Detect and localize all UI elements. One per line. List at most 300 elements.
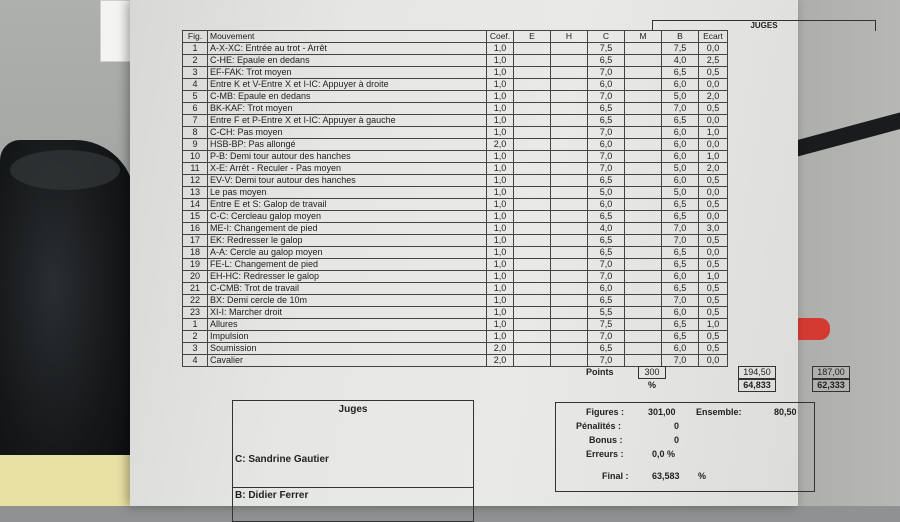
final-value: 63,583 bbox=[652, 471, 680, 481]
row-judge-e bbox=[514, 235, 551, 247]
row-judge-h bbox=[551, 163, 588, 175]
floor bbox=[0, 455, 130, 506]
row-judge-m bbox=[625, 55, 662, 67]
row-fig: 19 bbox=[183, 259, 208, 271]
row-judge-h bbox=[551, 199, 588, 211]
row-ecart: 0,5 bbox=[699, 283, 728, 295]
row-coef: 1,0 bbox=[487, 307, 514, 319]
row-mouvement: Entre K et V-Entre X et I-IC: Appuyer à droite bbox=[208, 79, 487, 91]
row-judge-h bbox=[551, 139, 588, 151]
row-judge-e bbox=[514, 355, 551, 367]
score-rows bbox=[183, 43, 728, 367]
row-judge-b: 6,0 bbox=[662, 139, 699, 151]
row-ecart: 0,5 bbox=[699, 331, 728, 343]
row-judge-b: 7,0 bbox=[662, 223, 699, 235]
bonus-value: 0 bbox=[674, 435, 680, 445]
row-judge-h bbox=[551, 127, 588, 139]
row-judge-h bbox=[551, 151, 588, 163]
row-ecart: 2,0 bbox=[699, 163, 728, 175]
c-percent: 64,833 bbox=[738, 379, 776, 392]
row-coef: 1,0 bbox=[487, 331, 514, 343]
row-judge-e bbox=[514, 343, 551, 355]
row-fig: 2 bbox=[183, 55, 208, 67]
row-judge-b: 7,0 bbox=[662, 355, 699, 367]
row-mouvement: Le pas moyen bbox=[208, 187, 487, 199]
row-mouvement: A-A: Cercle au galop moyen bbox=[208, 247, 487, 259]
table-row bbox=[183, 355, 728, 367]
row-judge-e bbox=[514, 151, 551, 163]
row-coef: 2,0 bbox=[487, 139, 514, 151]
row-judge-m bbox=[625, 103, 662, 115]
row-judge-c: 7,0 bbox=[588, 271, 625, 283]
judge-c-name: C: Sandrine Gautier bbox=[235, 454, 329, 465]
table-row bbox=[183, 331, 728, 343]
row-judge-e bbox=[514, 67, 551, 79]
row-fig: 8 bbox=[183, 127, 208, 139]
row-judge-c: 5,0 bbox=[588, 187, 625, 199]
row-judge-c: 5,5 bbox=[588, 307, 625, 319]
row-fig: 13 bbox=[183, 187, 208, 199]
table-row bbox=[183, 199, 728, 211]
col-judge-c: C bbox=[588, 31, 625, 43]
row-judge-b: 7,0 bbox=[662, 103, 699, 115]
table-row bbox=[183, 175, 728, 187]
row-judge-c: 7,0 bbox=[588, 163, 625, 175]
percent-label: % bbox=[648, 380, 657, 390]
row-judge-e bbox=[514, 163, 551, 175]
row-ecart: 1,0 bbox=[699, 319, 728, 331]
table-row bbox=[183, 223, 728, 235]
row-judge-m bbox=[625, 283, 662, 295]
row-ecart: 0,0 bbox=[699, 187, 728, 199]
score-sheet bbox=[130, 0, 845, 506]
row-judge-c: 6,0 bbox=[588, 79, 625, 91]
row-fig: 7 bbox=[183, 115, 208, 127]
col-judge-b: B bbox=[662, 31, 699, 43]
row-judge-b: 6,5 bbox=[662, 283, 699, 295]
row-ecart: 0,5 bbox=[699, 295, 728, 307]
row-coef: 1,0 bbox=[487, 115, 514, 127]
row-judge-c: 7,5 bbox=[588, 43, 625, 55]
row-ecart: 0,0 bbox=[699, 79, 728, 91]
col-judge-m: M bbox=[625, 31, 662, 43]
row-judge-m bbox=[625, 139, 662, 151]
row-judge-m bbox=[625, 163, 662, 175]
row-judge-c: 7,0 bbox=[588, 151, 625, 163]
table-row bbox=[183, 43, 728, 55]
row-ecart: 0,5 bbox=[699, 259, 728, 271]
row-ecart: 0,0 bbox=[699, 139, 728, 151]
row-mouvement: Impulsion bbox=[208, 331, 487, 343]
row-judge-c: 6,5 bbox=[588, 235, 625, 247]
row-judge-h bbox=[551, 175, 588, 187]
col-fig: Fig. bbox=[183, 31, 208, 43]
row-fig: 4 bbox=[183, 355, 208, 367]
row-judge-h bbox=[551, 283, 588, 295]
table-row bbox=[183, 139, 728, 151]
row-judge-m bbox=[625, 295, 662, 307]
row-fig: 5 bbox=[183, 91, 208, 103]
table-row bbox=[183, 163, 728, 175]
row-judge-c: 7,5 bbox=[588, 319, 625, 331]
row-fig: 15 bbox=[183, 211, 208, 223]
row-judge-m bbox=[625, 187, 662, 199]
row-judge-m bbox=[625, 127, 662, 139]
row-ecart: 3,0 bbox=[699, 223, 728, 235]
row-mouvement: EK: Redresser le galop bbox=[208, 235, 487, 247]
row-judge-h bbox=[551, 43, 588, 55]
row-fig: 21 bbox=[183, 283, 208, 295]
row-judge-b: 6,0 bbox=[662, 307, 699, 319]
col-coef: Coef. bbox=[487, 31, 514, 43]
row-mouvement: Entre F et P-Entre X et I-IC: Appuyer à gauche bbox=[208, 115, 487, 127]
row-judge-h bbox=[551, 295, 588, 307]
row-judge-b: 7,5 bbox=[662, 43, 699, 55]
row-coef: 1,0 bbox=[487, 319, 514, 331]
row-judge-c: 6,5 bbox=[588, 175, 625, 187]
row-ecart: 0,5 bbox=[699, 199, 728, 211]
table-row bbox=[183, 67, 728, 79]
row-coef: 1,0 bbox=[487, 43, 514, 55]
row-judge-h bbox=[551, 55, 588, 67]
b-percent: 62,333 bbox=[812, 379, 850, 392]
col-ecart: Ecart bbox=[699, 31, 728, 43]
table-row bbox=[183, 211, 728, 223]
row-ecart: 0,5 bbox=[699, 343, 728, 355]
row-coef: 1,0 bbox=[487, 175, 514, 187]
row-mouvement: BX: Demi cercle de 10m bbox=[208, 295, 487, 307]
row-judge-e bbox=[514, 259, 551, 271]
row-judge-e bbox=[514, 79, 551, 91]
table-row bbox=[183, 187, 728, 199]
row-judge-c: 7,0 bbox=[588, 259, 625, 271]
row-fig: 9 bbox=[183, 139, 208, 151]
row-coef: 1,0 bbox=[487, 55, 514, 67]
row-fig: 12 bbox=[183, 175, 208, 187]
row-judge-m bbox=[625, 211, 662, 223]
row-judge-c: 6,5 bbox=[588, 103, 625, 115]
b-points-total: 187,00 bbox=[812, 366, 850, 379]
row-judge-m bbox=[625, 247, 662, 259]
row-ecart: 0,0 bbox=[699, 211, 728, 223]
row-coef: 1,0 bbox=[487, 127, 514, 139]
table-row bbox=[183, 115, 728, 127]
row-judge-e bbox=[514, 211, 551, 223]
row-judge-m bbox=[625, 331, 662, 343]
row-mouvement: X-E: Arrêt - Reculer - Pas moyen bbox=[208, 163, 487, 175]
row-fig: 16 bbox=[183, 223, 208, 235]
row-judge-c: 6,0 bbox=[588, 199, 625, 211]
row-judge-m bbox=[625, 91, 662, 103]
row-mouvement: EH-HC: Redresser le galop bbox=[208, 271, 487, 283]
trash-bag bbox=[0, 140, 135, 506]
row-ecart: 0,5 bbox=[699, 103, 728, 115]
row-coef: 1,0 bbox=[487, 199, 514, 211]
row-judge-m bbox=[625, 355, 662, 367]
c-points-total: 194,50 bbox=[738, 366, 776, 379]
row-judge-e bbox=[514, 55, 551, 67]
row-judge-e bbox=[514, 319, 551, 331]
row-ecart: 0,0 bbox=[699, 355, 728, 367]
row-judge-m bbox=[625, 259, 662, 271]
row-judge-h bbox=[551, 187, 588, 199]
col-judge-h: H bbox=[551, 31, 588, 43]
row-mouvement: C-HE: Epaule en dedans bbox=[208, 55, 487, 67]
row-fig: 18 bbox=[183, 247, 208, 259]
row-fig: 2 bbox=[183, 331, 208, 343]
row-coef: 1,0 bbox=[487, 103, 514, 115]
row-judge-h bbox=[551, 223, 588, 235]
row-ecart: 0,0 bbox=[699, 43, 728, 55]
row-coef: 1,0 bbox=[487, 163, 514, 175]
row-judge-b: 6,0 bbox=[662, 271, 699, 283]
row-judge-e bbox=[514, 199, 551, 211]
row-judge-m bbox=[625, 79, 662, 91]
row-judge-b: 7,0 bbox=[662, 235, 699, 247]
row-judge-b: 6,0 bbox=[662, 127, 699, 139]
table-row bbox=[183, 319, 728, 331]
row-judge-c: 7,0 bbox=[588, 127, 625, 139]
row-judge-h bbox=[551, 79, 588, 91]
row-judge-b: 5,0 bbox=[662, 91, 699, 103]
table-row bbox=[183, 295, 728, 307]
row-judge-e bbox=[514, 247, 551, 259]
row-mouvement: ME-I: Changement de pied bbox=[208, 223, 487, 235]
row-judge-m bbox=[625, 223, 662, 235]
row-mouvement: A-X-XC: Entrée au trot - Arrêt bbox=[208, 43, 487, 55]
row-mouvement: BK-KAF: Trot moyen bbox=[208, 103, 487, 115]
row-judge-m bbox=[625, 271, 662, 283]
row-fig: 17 bbox=[183, 235, 208, 247]
row-fig: 11 bbox=[183, 163, 208, 175]
row-fig: 6 bbox=[183, 103, 208, 115]
table-header-row bbox=[183, 31, 728, 43]
row-ecart: 0,5 bbox=[699, 235, 728, 247]
row-judge-e bbox=[514, 271, 551, 283]
row-judge-h bbox=[551, 115, 588, 127]
row-fig: 1 bbox=[183, 319, 208, 331]
row-coef: 2,0 bbox=[487, 355, 514, 367]
row-judge-m bbox=[625, 319, 662, 331]
row-fig: 4 bbox=[183, 79, 208, 91]
figures-label: Figures : bbox=[586, 407, 625, 417]
col-mouvement: Mouvement bbox=[208, 31, 487, 43]
judges-box-title: Juges bbox=[338, 404, 368, 415]
row-judge-b: 7,0 bbox=[662, 295, 699, 307]
row-mouvement: XI-I: Marcher droit bbox=[208, 307, 487, 319]
ensemble-value: 80,50 bbox=[774, 407, 797, 417]
row-fig: 14 bbox=[183, 199, 208, 211]
table-row bbox=[183, 55, 728, 67]
row-coef: 1,0 bbox=[487, 91, 514, 103]
row-coef: 1,0 bbox=[487, 223, 514, 235]
row-judge-h bbox=[551, 247, 588, 259]
row-judge-h bbox=[551, 271, 588, 283]
row-judge-m bbox=[625, 67, 662, 79]
penalites-value: 0 bbox=[674, 421, 680, 431]
row-judge-h bbox=[551, 67, 588, 79]
row-judge-e bbox=[514, 223, 551, 235]
row-mouvement: Entre E et S: Galop de travail bbox=[208, 199, 487, 211]
row-judge-b: 6,5 bbox=[662, 259, 699, 271]
row-judge-e bbox=[514, 187, 551, 199]
coef-total: 300 bbox=[638, 366, 666, 379]
row-ecart: 1,0 bbox=[699, 127, 728, 139]
row-fig: 10 bbox=[183, 151, 208, 163]
judge-b-name: B: Didier Ferrer bbox=[233, 487, 473, 501]
row-coef: 1,0 bbox=[487, 67, 514, 79]
table-row bbox=[183, 343, 728, 355]
row-mouvement: C-C: Cercleau galop moyen bbox=[208, 211, 487, 223]
row-ecart: 2,5 bbox=[699, 55, 728, 67]
table-row bbox=[183, 271, 728, 283]
results-box bbox=[555, 402, 815, 492]
row-judge-m bbox=[625, 343, 662, 355]
row-ecart: 0,5 bbox=[699, 175, 728, 187]
row-judge-h bbox=[551, 211, 588, 223]
table-row bbox=[183, 247, 728, 259]
erreurs-label: Erreurs : bbox=[586, 449, 624, 459]
table-row bbox=[183, 91, 728, 103]
judges-box bbox=[232, 400, 474, 522]
final-unit: % bbox=[698, 471, 707, 481]
row-judge-h bbox=[551, 307, 588, 319]
row-judge-c: 6,5 bbox=[588, 343, 625, 355]
row-judge-b: 6,5 bbox=[662, 331, 699, 343]
row-fig: 23 bbox=[183, 307, 208, 319]
row-ecart: 0,5 bbox=[699, 67, 728, 79]
row-judge-e bbox=[514, 331, 551, 343]
row-judge-h bbox=[551, 235, 588, 247]
row-judge-e bbox=[514, 283, 551, 295]
table-row bbox=[183, 235, 728, 247]
row-judge-e bbox=[514, 115, 551, 127]
final-label: Final : bbox=[602, 471, 629, 481]
table-row bbox=[183, 283, 728, 295]
row-judge-e bbox=[514, 127, 551, 139]
row-mouvement: C-CMB: Trot de travail bbox=[208, 283, 487, 295]
table-row bbox=[183, 103, 728, 115]
trash-bag-rim bbox=[10, 150, 120, 190]
row-judge-m bbox=[625, 151, 662, 163]
row-mouvement: HSB-BP: Pas allongé bbox=[208, 139, 487, 151]
row-coef: 1,0 bbox=[487, 271, 514, 283]
row-judge-e bbox=[514, 139, 551, 151]
row-judge-b: 6,5 bbox=[662, 115, 699, 127]
row-judge-b: 6,5 bbox=[662, 67, 699, 79]
row-judge-c: 6,5 bbox=[588, 55, 625, 67]
row-judge-c: 6,5 bbox=[588, 115, 625, 127]
row-mouvement: EF-FAK: Trot moyen bbox=[208, 67, 487, 79]
row-judge-h bbox=[551, 331, 588, 343]
row-judge-m bbox=[625, 199, 662, 211]
ensemble-label: Ensemble: bbox=[696, 407, 742, 417]
row-judge-e bbox=[514, 175, 551, 187]
row-mouvement: Allures bbox=[208, 319, 487, 331]
row-judge-c: 6,5 bbox=[588, 211, 625, 223]
row-fig: 20 bbox=[183, 271, 208, 283]
table-row bbox=[183, 307, 728, 319]
penalites-label: Pénalités : bbox=[576, 421, 622, 431]
bonus-label: Bonus : bbox=[589, 435, 623, 445]
row-coef: 1,0 bbox=[487, 283, 514, 295]
row-judge-b: 6,0 bbox=[662, 151, 699, 163]
row-mouvement: EV-V: Demi tour autour des hanches bbox=[208, 175, 487, 187]
table-row bbox=[183, 151, 728, 163]
row-judge-e bbox=[514, 43, 551, 55]
row-judge-c: 6,5 bbox=[588, 295, 625, 307]
row-judge-b: 6,5 bbox=[662, 247, 699, 259]
row-ecart: 0,5 bbox=[699, 307, 728, 319]
row-judge-h bbox=[551, 259, 588, 271]
row-judge-h bbox=[551, 103, 588, 115]
row-mouvement: Cavalier bbox=[208, 355, 487, 367]
row-judge-c: 7,0 bbox=[588, 91, 625, 103]
row-judge-m bbox=[625, 307, 662, 319]
row-judge-m bbox=[625, 175, 662, 187]
judges-header: JUGES bbox=[652, 20, 876, 31]
row-judge-c: 7,0 bbox=[588, 331, 625, 343]
row-judge-e bbox=[514, 295, 551, 307]
row-mouvement: P-B: Demi tour autour des hanches bbox=[208, 151, 487, 163]
row-judge-b: 6,5 bbox=[662, 199, 699, 211]
row-mouvement: Soumission bbox=[208, 343, 487, 355]
row-coef: 1,0 bbox=[487, 295, 514, 307]
row-mouvement: C-MB: Epaule en dedans bbox=[208, 91, 487, 103]
row-coef: 1,0 bbox=[487, 247, 514, 259]
row-judge-e bbox=[514, 307, 551, 319]
row-judge-h bbox=[551, 355, 588, 367]
row-coef: 2,0 bbox=[487, 343, 514, 355]
row-judge-h bbox=[551, 343, 588, 355]
row-judge-e bbox=[514, 103, 551, 115]
row-judge-b: 5,0 bbox=[662, 163, 699, 175]
row-ecart: 1,0 bbox=[699, 151, 728, 163]
row-judge-h bbox=[551, 91, 588, 103]
row-coef: 1,0 bbox=[487, 259, 514, 271]
row-judge-c: 7,0 bbox=[588, 67, 625, 79]
row-fig: 1 bbox=[183, 43, 208, 55]
row-judge-b: 6,0 bbox=[662, 175, 699, 187]
row-judge-c: 6,5 bbox=[588, 247, 625, 259]
table-row bbox=[183, 259, 728, 271]
row-judge-c: 6,0 bbox=[588, 139, 625, 151]
row-fig: 3 bbox=[183, 343, 208, 355]
row-judge-m bbox=[625, 235, 662, 247]
row-judge-e bbox=[514, 91, 551, 103]
row-ecart: 1,0 bbox=[699, 271, 728, 283]
row-coef: 1,0 bbox=[487, 211, 514, 223]
row-coef: 1,0 bbox=[487, 187, 514, 199]
row-judge-h bbox=[551, 319, 588, 331]
row-ecart: 0,0 bbox=[699, 115, 728, 127]
row-judge-c: 7,0 bbox=[588, 355, 625, 367]
row-fig: 22 bbox=[183, 295, 208, 307]
row-coef: 1,0 bbox=[487, 79, 514, 91]
row-ecart: 0,0 bbox=[699, 247, 728, 259]
row-coef: 1,0 bbox=[487, 151, 514, 163]
row-judge-b: 6,0 bbox=[662, 79, 699, 91]
score-table bbox=[182, 30, 728, 367]
col-judge-e: E bbox=[514, 31, 551, 43]
row-judge-b: 6,5 bbox=[662, 319, 699, 331]
row-mouvement: FE-L: Changement de pied bbox=[208, 259, 487, 271]
row-judge-b: 6,5 bbox=[662, 211, 699, 223]
row-judge-b: 6,0 bbox=[662, 343, 699, 355]
row-mouvement: C-CH: Pas moyen bbox=[208, 127, 487, 139]
table-row bbox=[183, 127, 728, 139]
row-judge-b: 5,0 bbox=[662, 187, 699, 199]
